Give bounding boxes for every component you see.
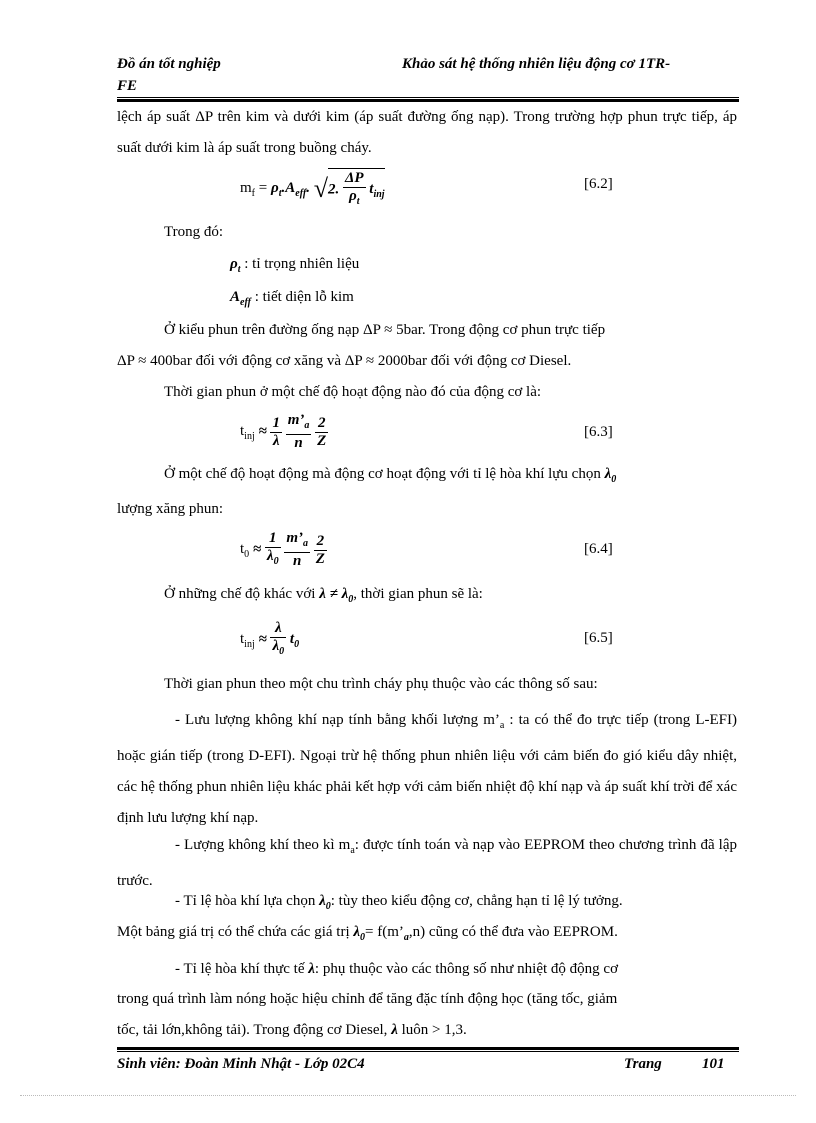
bullet-air-per-cycle-rest: : được tính toán và nạp vào EEPROM theo chương trình đã lập trước. [117, 837, 737, 889]
definition-rho: $\rho_t$ : tỉ trọng nhiên liệu [230, 256, 360, 275]
paragraph-injection-time: Thời gian phun ở một chế độ hoạt động nào đó của động cơ là: [164, 384, 542, 400]
header-right: Khảo sát hệ thống nhiên liệu động cơ 1TR- [402, 56, 671, 72]
paragraph-intro: lệch áp suất ΔP trên kim và dưới kim (áp suất đường ống nạp). Trong trường hợp phun trực tiếp, áp suất dưới kim là áp suất trong buồng cháy. [117, 109, 737, 156]
footer-student: Sinh viên: Đoàn Minh Nhật - Lớp 02C4 [117, 1056, 365, 1072]
paragraph-selected-ratio-text: Ở một chế độ hoạt động mà động cơ hoạt động với tỉ lệ hòa khí lựu chọn [164, 466, 601, 482]
equation-6-5: $t_{inj}$ ≈ $\frac{\lambda}{\lambda_0}$ $t_0$ [240, 620, 300, 657]
bullet-actual-ratio-line2: trong quá trình làm nóng hoặc hiệu chỉnh để tăng đặc tính động học (tăng tốc, giảm [117, 991, 618, 1007]
footer-rule-thick [117, 1047, 739, 1050]
equation-6-2: $m_f = \rho_t.A_{eff}$. √2. $\frac{\Delta P}{\rho_t}$ $t_{inj}$ [240, 168, 385, 214]
bullet-actual-ratio-text-d: tốc, tải lớn,không tải). Trong động cơ Diesel, [117, 1022, 388, 1038]
header-left-line1: Đồ án tốt nghiệp [117, 56, 221, 72]
equation-number-6-2: [6.2] [584, 176, 613, 192]
bullet-selected-ratio-line2: Một bảng giá trị có thể chứa các giá trị $\lambda_0=$ $f(m’_a,n)$ cũng có thể đưa vào EEPROM. [117, 924, 618, 943]
bullet-selected-ratio-text-e: ,n) cũng có thể đưa vào EEPROM. [408, 924, 618, 940]
paragraph-fuel-amount: lượng xăng phun: [117, 501, 224, 517]
bullet-air-per-cycle-sub: a [350, 845, 355, 856]
bullet-air-per-cycle [117, 830, 737, 897]
bullet-actual-ratio-text-e: luôn > 1,3. [401, 1022, 467, 1038]
footer-page-number: 101 [702, 1056, 725, 1072]
paragraph-other-modes-text-b: , thời gian phun sẽ là: [353, 586, 483, 602]
equation-number-6-5: [6.5] [584, 630, 613, 646]
bullet-selected-ratio-line1: - Tỉ lệ hòa khí lựa chọn $\lambda_0$: tùy theo kiểu động cơ, chẳng hạn tỉ lệ lý tưởng. [175, 893, 623, 912]
bullet-air-per-cycle-text: - Lượng không khí theo kì m [175, 837, 351, 853]
paragraph-pressure-line1: Ở kiểu phun trên đường ống nạp ΔP ≈ 5bar. Trong động cơ phun trực tiếp [164, 322, 606, 338]
equation-6-3: $t_{inj}$ ≈ $\frac{1}{\lambda}$ $\frac{m’_a}{n}$ $\frac{2}{Z}$ [240, 412, 327, 451]
bullet-actual-ratio-line1: - Tỉ lệ hòa khí thực tế λ: phụ thuộc vào các thông số như nhiệt độ động cơ [175, 961, 619, 977]
equation-number-6-3: [6.3] [584, 424, 613, 440]
bullet-actual-ratio-text-b: : phụ thuộc vào các thông số như nhiệt độ động cơ [314, 961, 619, 977]
footer-rule-thin [117, 1051, 739, 1052]
bullet-selected-ratio-text-d: = f(m’ [365, 924, 404, 940]
paragraph-parameters: Thời gian phun theo một chu trình cháy phụ thuộc vào các thông số sau: [164, 676, 598, 692]
bottom-dotted-line [20, 1095, 796, 1096]
header-left-line2: FE [117, 78, 138, 94]
bullet-selected-ratio-text-a: - Tỉ lệ hòa khí lựa chọn [175, 893, 316, 909]
paragraph-pressure-line2: ΔP ≈ 400bar đối với động cơ xăng và ΔP ≈ 2000bar đối với động cơ Diesel. [117, 353, 572, 369]
bullet-air-mass-sub: a [499, 720, 505, 731]
where-label: Trong đó: [164, 224, 224, 240]
equation-number-6-4: [6.4] [584, 541, 613, 557]
paragraph-other-modes: Ở những chế độ khác với $\lambda \ne \lambda_0$, thời gian phun sẽ là: [164, 586, 483, 605]
bullet-actual-ratio-text-a: - Tỉ lệ hòa khí thực tế [175, 961, 305, 977]
definition-rho-text: : tỉ trọng nhiên liệu [244, 256, 360, 272]
bullet-actual-ratio-line3: tốc, tải lớn,không tải). Trong động cơ Diesel, λ luôn > 1,3. [117, 1022, 467, 1038]
paragraph-selected-ratio: Ở một chế độ hoạt động mà động cơ hoạt động với tỉ lệ hòa khí lựu chọn $\lambda_0$ [164, 466, 617, 485]
equation-6-4: $t_0$ ≈ $\frac{1}{\lambda_0}$ $\frac{m’_a}{n}$ $\frac{2}{Z}$ [240, 530, 325, 569]
footer-page-label: Trang [624, 1056, 662, 1072]
bullet-air-mass [117, 705, 737, 834]
definition-aeff: $A_{eff}$ : tiết diện lỗ kim [230, 289, 354, 308]
bullet-selected-ratio-text-b: : tùy theo kiểu động cơ, chẳng hạn tỉ lệ lý tưởng. [330, 893, 623, 909]
bullet-air-mass-rest: : ta có thể đo trực tiếp (trong L-EFI) hoặc gián tiếp (trong D-EFI). Ngoại trừ hệ thống phun nhiên liệu với cảm biến đo gió kiểu dây nhiệt, các hệ thống phun nhiên liệu khác phải kết hợp với cảm biến nhiệt độ khí nạp và áp suất khí trời để xác định lưu lượng khí nạp. [117, 712, 737, 826]
paragraph-other-modes-text-a: Ở những chế độ khác với [164, 586, 316, 602]
bullet-selected-ratio-text-c: Một bảng giá trị có thể chứa các giá trị [117, 924, 350, 940]
definition-aeff-text: : tiết diện lỗ kim [254, 289, 354, 305]
header-rule-thin [117, 97, 739, 98]
bullet-air-mass-text: - Lưu lượng không khí nạp tính bằng khối lượng m’ [175, 712, 500, 728]
